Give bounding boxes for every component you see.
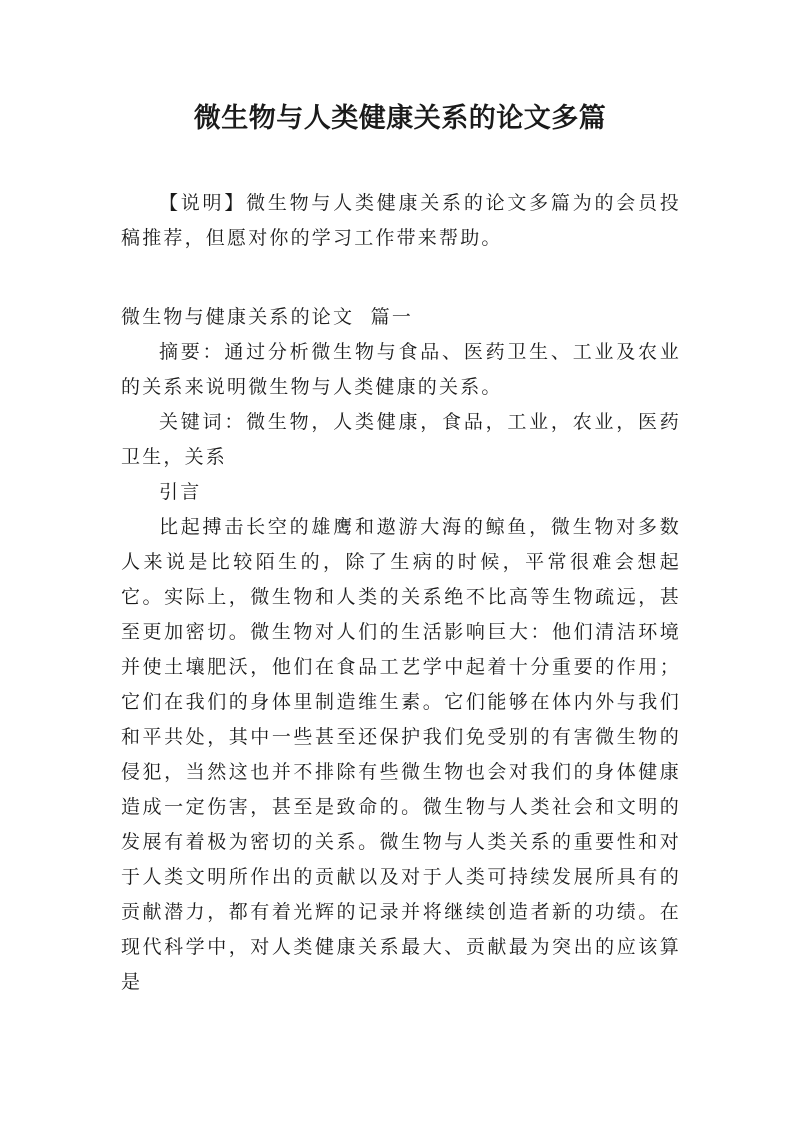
keywords-paragraph: 关键词：微生物，人类健康，食品，工业，农业，医药卫生，关系 bbox=[121, 411, 681, 468]
intro-paragraph: 【说明】微生物与人类健康关系的论文多篇为的会员投稿推荐，但愿对你的学习工作带来帮助。 bbox=[121, 192, 681, 249]
intro-heading: 引言 bbox=[159, 481, 202, 503]
abstract-paragraph: 摘要：通过分析微生物与食品、医药卫生、工业及农业的关系来说明微生物与人类健康的关系。 bbox=[121, 341, 681, 398]
section-block bbox=[121, 300, 681, 1000]
section-heading: 微生物与健康关系的论文 篇一 bbox=[121, 306, 414, 328]
document-title: 微生物与人类健康关系的论文多篇 bbox=[193, 103, 607, 134]
body-paragraph: 比起搏击长空的雄鹰和遨游大海的鲸鱼，微生物对多数人来说是比较陌生的，除了生病的时候，平常很难会想起它。实际上，微生物和人类的关系绝不比高等生物疏远，甚至更加密切。微生物对人们的生活影响巨大：他们清洁环境并使土壤肥沃，他们在食品工艺学中起着十分重要的作用；它们在我们的身体里制造维生素。它们能够在体内外与我们和平共处，其中一些甚至还保护我们免受别的有害微生物的侵犯，当然这也并不排除有些微生物也会对我们的身体健康造成一定伤害，甚至是致命的。微生物与人类社会和文明的发展有着极为密切的关系。微生物与人类关系的重要性和对于人类文明所作出的贡献以及对于人类可持续发展所具有的贡献潜力，都有着光辉的记录并将继续创造者新的功绩。在现代科学中，对人类健康关系最大、贡献最为突出的应该算是 bbox=[121, 516, 681, 993]
intro-block bbox=[121, 186, 681, 256]
